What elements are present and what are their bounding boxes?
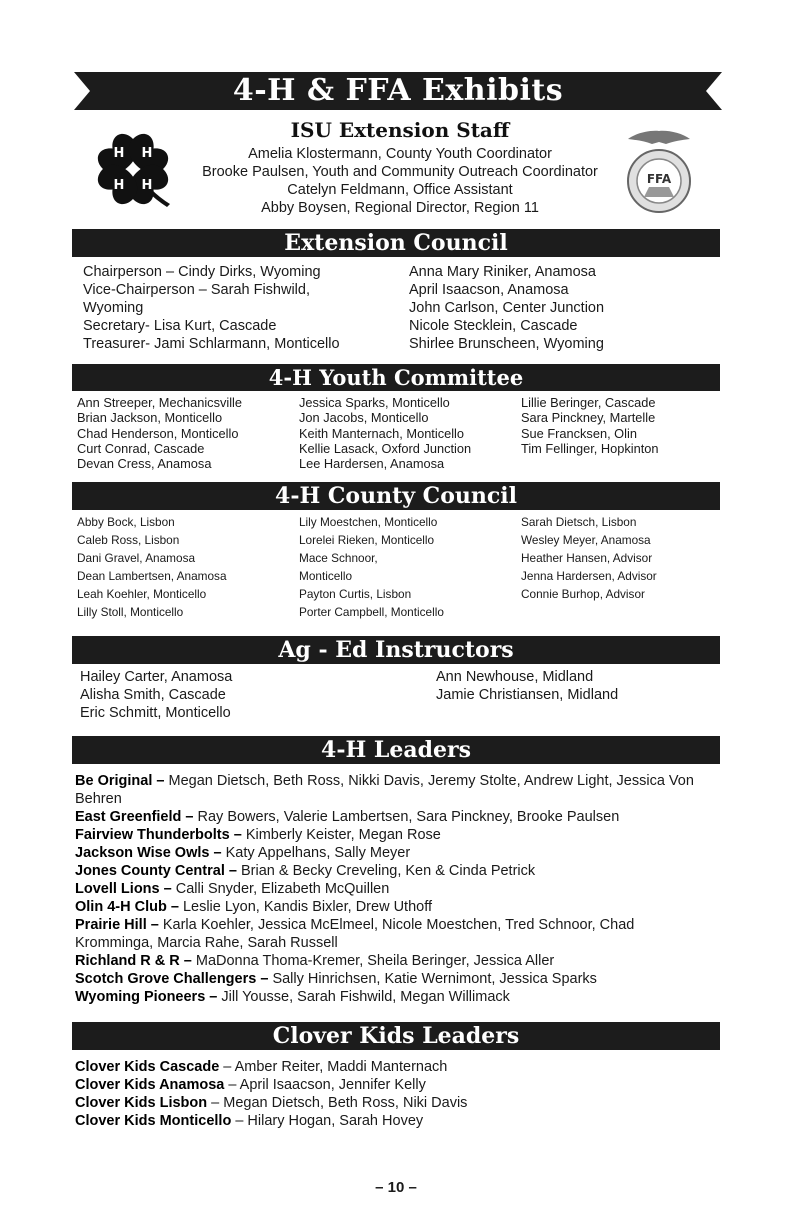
club-leaders: – April Isaacson, Jennifer Kelly: [228, 1077, 426, 1093]
extension-council-header: Extension Council: [72, 229, 720, 257]
list-item: Wesley Meyer, Anamosa: [521, 533, 651, 547]
list-item: Caleb Ross, Lisbon: [77, 533, 180, 547]
club-name: Be Original –: [75, 773, 165, 789]
extension-council-left-column: [83, 263, 393, 353]
page-banner: [74, 72, 722, 110]
county-council-column-1: [77, 513, 292, 621]
list-item: Vice-Chairperson – Sarah Fishwild,: [83, 282, 311, 298]
list-item: [75, 1076, 715, 1094]
club-leaders: Jill Yousse, Sarah Fishwild, Megan Willimack: [221, 989, 510, 1005]
list-item: [75, 970, 715, 988]
club-name: Clover Kids Monticello: [75, 1113, 232, 1129]
list-item: [75, 952, 715, 970]
county-council-column-2: [299, 513, 514, 621]
svg-text:H: H: [113, 178, 125, 193]
svg-text:H: H: [141, 178, 153, 193]
list-item: Dean Lambertsen, Anamosa: [77, 569, 227, 583]
list-item: Shirlee Brunscheen, Wyoming: [409, 336, 604, 352]
list-item: Lee Hardersen, Anamosa: [299, 456, 445, 472]
list-item: [75, 808, 715, 826]
list-item: Keith Manternach, Monticello: [299, 425, 465, 441]
list-item: Chairperson – Cindy Dirks, Wyoming: [83, 264, 321, 280]
youth-committee-column-3: [521, 395, 716, 456]
page-title: 4-H & FFA Exhibits: [232, 73, 564, 108]
list-item: Lily Moestchen, Monticello: [299, 515, 438, 529]
club-name: Richland R & R –: [75, 953, 192, 969]
list-item: Sue Francksen, Olin: [521, 425, 637, 441]
page-number: – 10 –: [375, 1179, 417, 1196]
clover-kids-list: [75, 1058, 715, 1130]
club-leaders: Megan Dietsch, Beth Ross, Nikki Davis, Jeremy Stolte, Andrew Light, Jessica Von Behren: [75, 773, 694, 807]
list-item: Eric Schmitt, Monticello: [80, 705, 231, 721]
club-name: Clover Kids Anamosa: [75, 1077, 225, 1093]
leaders-header: 4-H Leaders: [72, 736, 720, 764]
clover-kids-header: Clover Kids Leaders: [72, 1022, 720, 1050]
staff-line: Catelyn Feldmann, Office Assistant: [287, 182, 513, 198]
list-item: Ann Newhouse, Midland: [436, 669, 594, 685]
youth-committee-header: 4-H Youth Committee: [72, 364, 720, 391]
list-item: Dani Gravel, Anamosa: [77, 551, 196, 565]
club-name: Lovell Lions –: [75, 881, 172, 897]
list-item: Payton Curtis, Lisbon: [299, 587, 412, 601]
list-item: Lilly Stoll, Monticello: [77, 605, 184, 619]
list-item: [75, 826, 715, 844]
club-name: Clover Kids Lisbon: [75, 1095, 208, 1111]
staff-line: Abby Boysen, Regional Director, Region 11: [261, 200, 539, 216]
club-name: Olin 4-H Club –: [75, 899, 179, 915]
list-item: John Carlson, Center Junction: [409, 300, 605, 316]
list-item: Hailey Carter, Anamosa: [80, 669, 233, 685]
list-item: [75, 898, 715, 916]
list-item: [75, 916, 715, 952]
list-item: Brian Jackson, Monticello: [77, 410, 223, 426]
list-item: Kellie Lasack, Oxford Junction: [299, 440, 472, 456]
list-item: Porter Campbell, Monticello: [299, 605, 444, 619]
list-item: [75, 1058, 715, 1076]
club-name: Prairie Hill –: [75, 917, 159, 933]
svg-text:H: H: [113, 146, 125, 161]
list-item: Sara Pinckney, Martelle: [521, 410, 656, 426]
list-item: Anna Mary Riniker, Anamosa: [409, 264, 596, 280]
club-leaders: Karla Koehler, Jessica McElmeel, Nicole Moestchen, Tred Schnoor, Chad Kromminga, Marcia Rahe, Sarah Russell: [75, 917, 635, 951]
extension-council-right-column: [409, 263, 709, 353]
list-item: Jon Jacobs, Monticello: [299, 410, 429, 426]
club-name: Clover Kids Cascade: [75, 1059, 220, 1075]
ag-ed-header: Ag - Ed Instructors: [72, 636, 720, 664]
club-leaders: Katy Appelhans, Sally Meyer: [225, 845, 411, 861]
list-item: Ann Streeper, Mechanicsville: [77, 395, 243, 410]
list-item: Devan Cress, Anamosa: [77, 456, 212, 472]
staff-section: [170, 118, 630, 217]
club-name: Jackson Wise Owls –: [75, 845, 222, 861]
list-item: Jamie Christiansen, Midland: [436, 687, 619, 703]
ffa-emblem-text: FFA: [646, 172, 672, 186]
ffa-emblem-icon: [624, 127, 694, 215]
list-item: [75, 988, 715, 1006]
list-item: Connie Burhop, Advisor: [521, 587, 645, 601]
club-name: East Greenfield –: [75, 809, 194, 825]
club-leaders: – Hilary Hogan, Sarah Hovey: [235, 1113, 424, 1129]
list-item: Alisha Smith, Cascade: [80, 687, 226, 703]
list-item: Abby Bock, Lisbon: [77, 515, 175, 529]
list-item: Monticello: [299, 569, 353, 583]
list-item: Lillie Beringer, Cascade: [521, 395, 656, 410]
four-h-clover-icon: [90, 126, 176, 212]
ag-ed-left-column: [80, 668, 400, 722]
list-item: Curt Conrad, Cascade: [77, 440, 205, 456]
club-leaders: Kimberly Keister, Megan Rose: [245, 827, 441, 843]
list-item: Sarah Dietsch, Lisbon: [521, 515, 637, 529]
club-name: Jones County Central –: [75, 863, 237, 879]
club-leaders: Calli Snyder, Elizabeth McQuillen: [175, 881, 390, 897]
club-leaders: Brian & Becky Creveling, Ken & Cinda Petrick: [240, 863, 536, 879]
list-item: Treasurer- Jami Schlarmann, Monticello: [83, 336, 340, 352]
club-leaders: Sally Hinrichsen, Katie Wernimont, Jessica Sparks: [272, 971, 597, 987]
staff-line: Brooke Paulsen, Youth and Community Outreach Coordinator: [202, 164, 598, 180]
staff-line: Amelia Klostermann, County Youth Coordinator: [248, 146, 552, 162]
county-council-header: 4-H County Council: [72, 482, 720, 510]
ag-ed-right-column: [436, 668, 716, 704]
list-item: Leah Koehler, Monticello: [77, 587, 207, 601]
club-name: Fairview Thunderbolts –: [75, 827, 242, 843]
list-item: [75, 844, 715, 862]
club-leaders: Ray Bowers, Valerie Lambertsen, Sara Pinckney, Brooke Paulsen: [197, 809, 620, 825]
list-item: Nicole Stecklein, Cascade: [409, 318, 578, 334]
list-item: Heather Hansen, Advisor: [521, 551, 653, 565]
club-leaders: – Megan Dietsch, Beth Ross, Niki Davis: [211, 1095, 468, 1111]
list-item: [75, 772, 715, 808]
list-item: [75, 880, 715, 898]
list-item: Lorelei Rieken, Monticello: [299, 533, 435, 547]
list-item: Secretary- Lisa Kurt, Cascade: [83, 318, 277, 334]
list-item: [75, 1094, 715, 1112]
list-item: Chad Henderson, Monticello: [77, 425, 239, 441]
leaders-list: [75, 772, 715, 1006]
list-item: Jenna Hardersen, Advisor: [521, 569, 657, 583]
staff-title: ISU Extension Staff: [290, 118, 510, 142]
list-item: [75, 1112, 715, 1130]
club-leaders: – Amber Reiter, Maddi Manternach: [223, 1059, 448, 1075]
list-item: Wyoming: [83, 300, 144, 316]
youth-committee-column-1: [77, 395, 292, 471]
club-leaders: Leslie Lyon, Kandis Bixler, Drew Uthoff: [182, 899, 432, 915]
club-name: Scotch Grove Challengers –: [75, 971, 269, 987]
club-leaders: MaDonna Thoma-Kremer, Sheila Beringer, Jessica Aller: [195, 953, 555, 969]
youth-committee-column-2: [299, 395, 514, 471]
county-council-column-3: [521, 513, 716, 603]
list-item: [75, 862, 715, 880]
svg-text:H: H: [141, 146, 153, 161]
club-name: Wyoming Pioneers –: [75, 989, 218, 1005]
list-item: April Isaacson, Anamosa: [409, 282, 569, 298]
list-item: Jessica Sparks, Monticello: [299, 395, 450, 410]
list-item: Tim Fellinger, Hopkinton: [521, 440, 659, 456]
list-item: Mace Schnoor,: [299, 551, 378, 565]
